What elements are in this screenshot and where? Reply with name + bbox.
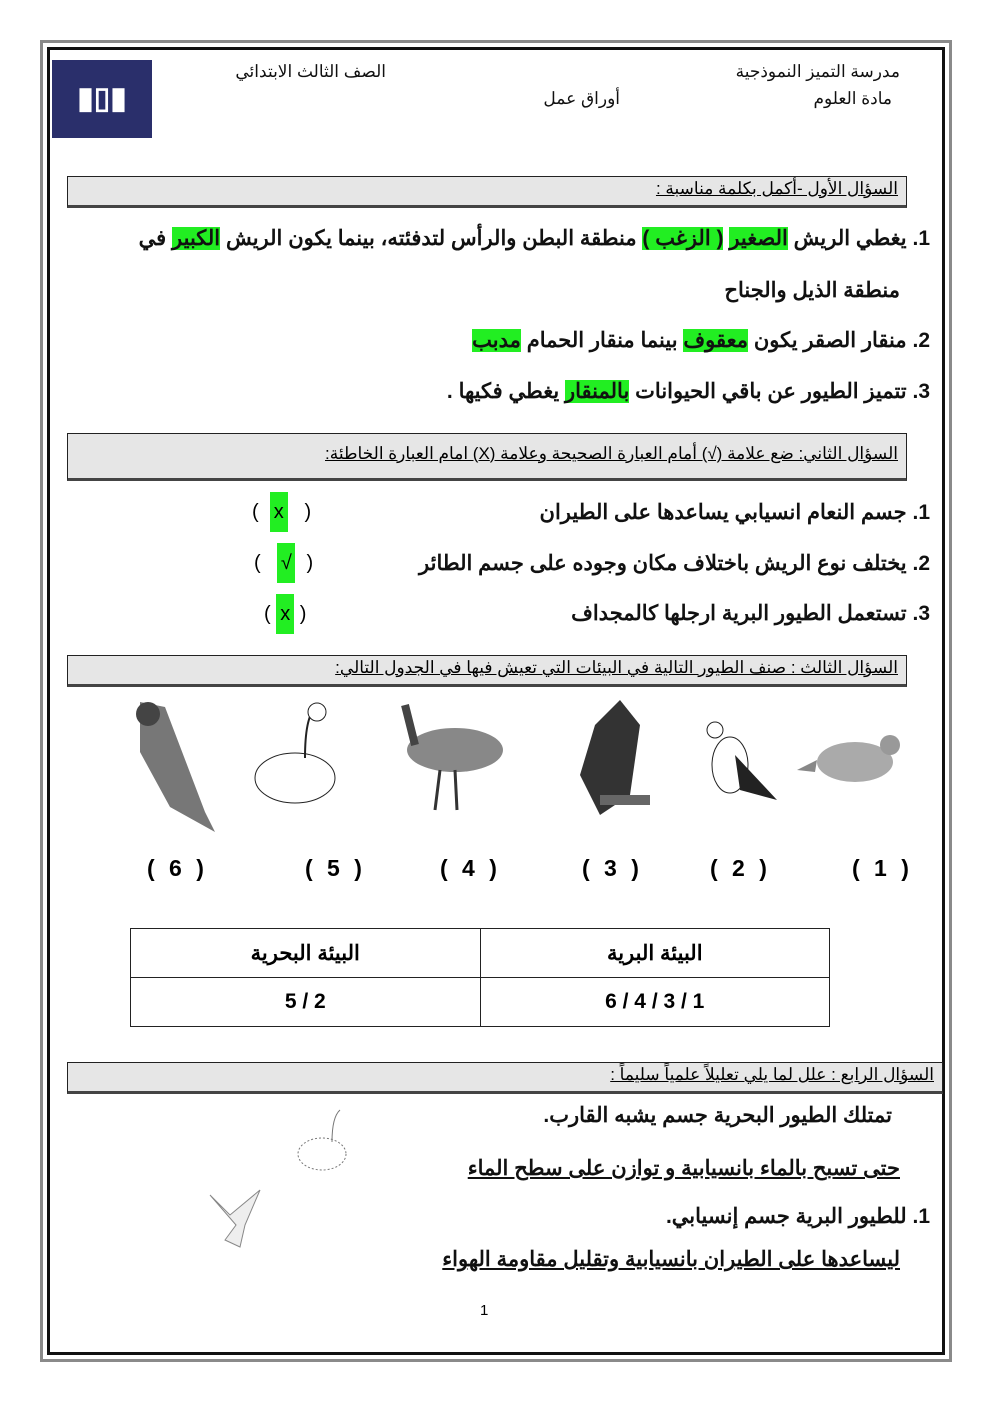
goose-image	[245, 698, 345, 823]
q2-title: السؤال الثاني: ضع علامة (√) أمام العبارة الصحيحة وعلامة (X) امام العبارة الخاطئة:	[325, 444, 898, 463]
seagull-image	[685, 710, 785, 810]
q1-header	[67, 176, 907, 208]
bird-label-5: ( 5 )	[305, 855, 366, 881]
header-sea: البيئة البحرية	[131, 929, 481, 978]
q1-title: السؤال الأول -أكمل بكلمة مناسبة :	[655, 179, 898, 198]
bird-label-1: ( 1 )	[852, 855, 913, 881]
subject: مادة العلوم	[813, 89, 892, 108]
q4-answer-a: حتى تسبح بالماء بانسيابية و توازن على سطح الماء	[467, 1157, 900, 1180]
q2-header	[67, 433, 907, 481]
school-logo: ▮▯▮	[52, 60, 152, 138]
q2-answer-2: ( √ )	[254, 543, 313, 583]
q1-line-1: 1. يغطي الريش الصغير ( الزغب ) منطقة البطن والرأس لتدفئته، بينما يكون الريش الكبير في	[138, 227, 930, 250]
answer-highlight: الكبير	[172, 227, 221, 250]
doc-type: أوراق عمل	[543, 89, 620, 108]
flying-dove-image	[200, 1185, 272, 1253]
q4-question-b: 1. للطيور البرية جسم إنسيابي.	[665, 1205, 930, 1228]
grade: الصف الثالث الابتدائي	[235, 62, 386, 81]
classification-table	[130, 928, 830, 1027]
answer-highlight: الصغير	[729, 227, 788, 250]
q4-question-a: تمتلك الطيور البحرية جسم يشبه القارب.	[543, 1104, 892, 1127]
q3-header	[67, 655, 907, 687]
bird-label-4: ( 4 )	[440, 855, 501, 881]
q4-title: السؤال الرابع : علل لما يلي تعليلاً علمياً سليماً :	[610, 1065, 934, 1084]
q1-line-3: 3. تتميز الطيور عن باقي الحيوانات بالمنقار يغطي فكيها .	[446, 380, 930, 403]
q1-line-1b: منطقة الذيل والجناح	[724, 279, 900, 302]
q4-answer-b: ليساعدها على الطيران بانسيابية وتقليل مقاومة الهواء	[442, 1248, 900, 1271]
q2-answer-3: ( x )	[264, 594, 306, 634]
dove-image	[795, 710, 915, 800]
value-land: 6 / 4 / 3 / 1	[480, 978, 830, 1027]
bird-label-3: ( 3 )	[582, 855, 643, 881]
answer-highlight: بالمنقار	[565, 380, 630, 403]
goose-sketch-image	[292, 1102, 362, 1182]
school-name: مدرسة التميز النموذجية	[735, 62, 900, 81]
answer-highlight: مدبب	[472, 329, 521, 352]
q3-title: السؤال الثالث : صنف الطيور التالية في البيئات التي تعيش فيها في الجدول التالي:	[335, 658, 898, 677]
bustard-image	[385, 695, 510, 815]
q2-item-3: 3. تستعمل الطيور البرية ارجلها كالمجداف	[571, 602, 930, 625]
q2-answer-1: ( x )	[252, 492, 311, 532]
falcon-image	[110, 692, 225, 837]
q4-header	[67, 1062, 943, 1094]
answer-highlight: معقوف	[683, 329, 749, 352]
bird-label-2: ( 2 )	[710, 855, 771, 881]
answer-highlight: ( الزغب )	[642, 227, 724, 250]
header-land: البيئة البرية	[480, 929, 830, 978]
page-number: 1	[480, 1302, 489, 1319]
value-sea: 5 / 2	[131, 978, 481, 1027]
eagle-image	[560, 695, 660, 825]
q2-item-1: 1. جسم النعام انسيابي يساعدها على الطيران	[539, 501, 930, 524]
q1-line-2: 2. منقار الصقر يكون معقوف بينما منقار الحمام مدبب	[472, 329, 930, 352]
bird-label-6: ( 6 )	[147, 855, 208, 881]
q2-item-2: 2. يختلف نوع الريش باختلاف مكان وجوده على جسم الطائر	[419, 552, 930, 575]
